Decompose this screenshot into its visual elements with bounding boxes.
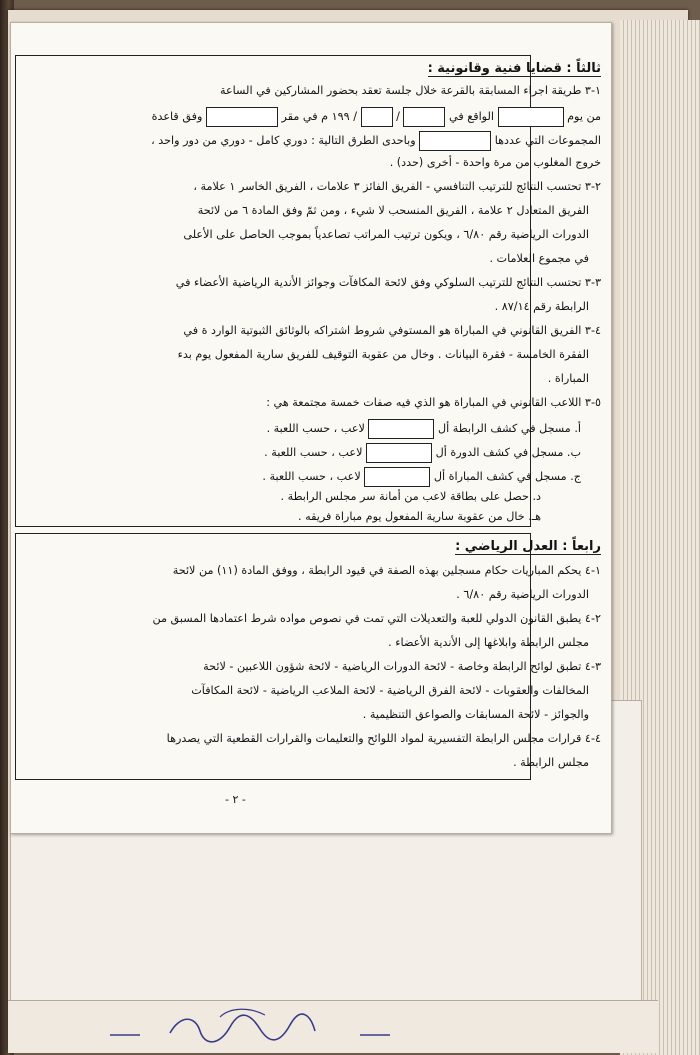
sub-item-a xyxy=(267,419,581,439)
sub-item-a-label: أ. مسجل في كشف الرابطة أل xyxy=(438,422,581,435)
clause-3-3-row2: الرابطة رقم ٨٧/١٤ . xyxy=(494,300,589,313)
text-league-methods: وباحدى الطرق التالية : دوري كامل - دوري من دور واحد ، xyxy=(151,134,416,147)
groups-count-field[interactable] xyxy=(419,131,491,151)
text-slash-1: / xyxy=(396,110,400,123)
date-field-1[interactable] xyxy=(403,107,445,127)
tournament-list-count-field[interactable] xyxy=(366,443,432,463)
text-slash-2: / xyxy=(353,110,358,123)
section-4-heading: رابعاً : العدل الرياضي : xyxy=(455,539,601,554)
clause-3-1-row4: خروج المغلوب من مرة واحدة - أخرى (حدد) . xyxy=(389,156,601,169)
sub-item-a-suffix: لاعب ، حسب اللعبة . xyxy=(266,422,365,435)
text-from-day: من يوم xyxy=(567,110,601,123)
date-field-2[interactable] xyxy=(361,107,393,127)
clause-4-4-row2: مجلس الرابطة . xyxy=(513,756,589,769)
clause-3-2-row4: في مجموع العلامات . xyxy=(489,252,589,265)
sub-item-c-label: ج. مسجل في كشف المباراة أل xyxy=(433,470,581,483)
clause-4-3-row2: المخالفات والعقوبات - لائحة الفرق الرياضية - لائحة الملاعب الرياضية - لائحة المكافآت xyxy=(191,684,589,697)
sub-item-d: د. حصل على بطاقة لاعب من أمانة سر مجلس الرابطة . xyxy=(280,490,541,503)
clause-4-1-row2: الدورات الرياضية رقم ٦/٨٠ . xyxy=(456,588,589,601)
sub-item-b-label: ب. مسجل في كشف الدورة أل xyxy=(435,446,581,459)
text-groups-count: المجموعات التي عددها xyxy=(494,134,601,147)
clause-3-2-row2: الفريق المتعادل ٢ علامة ، الفريق المنسحب لا شيء ، ومن ثمّ وفق المادة ٦ من لائحة xyxy=(197,204,589,217)
clause-4-1: ١-٤ يحكم المباريات حكام مسجلين بهذه الصفة في قيود الرابطة ، ووفق المادة (١١) من لائحة xyxy=(172,564,601,577)
clause-4-2-row2: مجلس الرابطة وابلاغها إلى الأندية الأعضاء . xyxy=(388,636,589,649)
document-page xyxy=(10,22,612,834)
sub-item-b xyxy=(264,443,581,463)
clause-3-2: ٢-٣ تحتسب النتائج للترتيب التنافسي - الفريق الفائز ٣ علامات ، الفريق الخاسر ١ علامة ، xyxy=(193,180,601,193)
clause-4-3: ٣-٤ تطبق لوائح الرابطة وخاصة - لائحة الدورات الرياضية - لائحة شؤون اللاعبين - لائحة xyxy=(203,660,601,673)
sub-item-b-suffix: لاعب ، حسب اللعبة . xyxy=(264,446,363,459)
clause-3-4: ٤-٣ الفريق القانوني في المباراة هو المستوفي شروط اشتراكه بالوثائق الثبوتية الوارد ة في xyxy=(183,324,601,337)
text-dated: الواقع في xyxy=(449,110,494,123)
clause-4-2: ٢-٤ يطبق القانون الدولي للعبة والتعديلات التي تمت في نصوص مواده شرط اعتمادها المسبق من xyxy=(152,612,601,625)
clause-3-2-row3: الدورات الرياضية رقم ٦/٨٠ ، ويكون ترتيب المراتب تصاعدياً بموجب الحاصل على الأعلى xyxy=(183,228,589,241)
text-according-rule: وفق قاعدة xyxy=(151,110,203,123)
day-field[interactable] xyxy=(498,107,564,127)
clause-3-3: ٣-٣ تحتسب النتائج للترتيب السلوكي وفق لائحة المكافآت وجوائز الأندية الرياضية الأعضاء في xyxy=(175,276,601,289)
clause-3-5: ٥-٣ اللاعب القانوني في المباراة هو الذي فيه صفات خمسة مجتمعة هي : xyxy=(266,396,601,409)
sub-item-c xyxy=(262,467,581,487)
match-list-count-field[interactable] xyxy=(364,467,430,487)
page-number: - ٢ - xyxy=(225,793,246,806)
clause-3-4-row2: الفقرة الخامسة - فقرة البيانات . وخال من عقوبة التوقيف للفريق سارية المفعول يوم بدء xyxy=(177,348,589,361)
clause-3-4-row3: المباراة . xyxy=(547,372,589,385)
handwritten-signature-icon xyxy=(100,1005,400,1050)
clause-4-4: ٤-٤ قرارات مجلس الرابطة التفسيرية لمواد اللوائح والتعليمات والقرارات القطعية التي يصدرها xyxy=(166,732,601,745)
clause-3-1-row2 xyxy=(152,107,601,127)
text-year: ١٩٩ م xyxy=(321,110,350,123)
text-at-venue: في مقر xyxy=(281,110,318,123)
clause-3-1-row3 xyxy=(151,131,601,151)
document-body xyxy=(11,23,611,833)
sub-item-e: هـ. خال من عقوبة سارية المفعول يوم مباراة فريقه . xyxy=(298,510,541,523)
clause-3-1: ١-٣ طريقة اجراء المسابقة بالقرعة خلال جلسة تعقد بحضور المشاركين في الساعة xyxy=(219,84,601,97)
sub-item-c-suffix: لاعب ، حسب اللعبة . xyxy=(262,470,361,483)
league-list-count-field[interactable] xyxy=(368,419,434,439)
venue-field[interactable] xyxy=(206,107,278,127)
section-3-heading: ثالثاً : قضايا فنية وقانونية : xyxy=(427,61,601,76)
clause-4-3-row3: والجوائز - لائحة المسابقات والصواعق التنظيمية . xyxy=(362,708,589,721)
